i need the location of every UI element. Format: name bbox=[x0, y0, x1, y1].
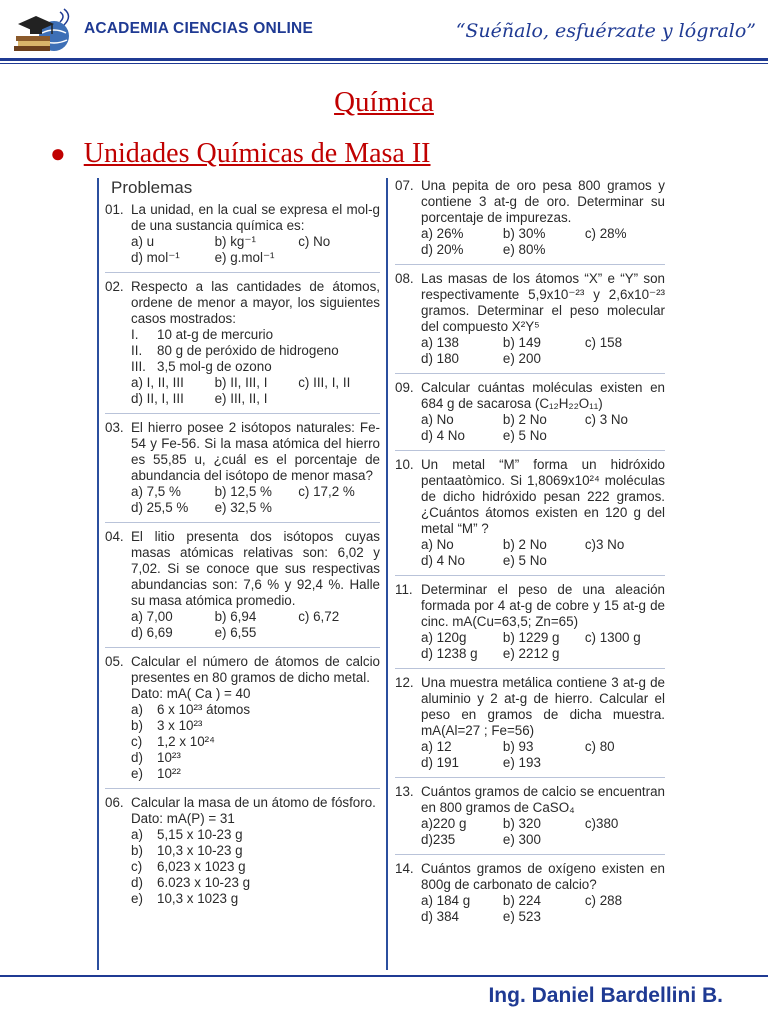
option-row bbox=[421, 351, 665, 367]
answer-option: e) 523 bbox=[502, 909, 541, 924]
problem-list-right bbox=[395, 178, 665, 925]
answer-options bbox=[395, 630, 665, 662]
option-row bbox=[131, 484, 380, 500]
problem-statement bbox=[105, 529, 380, 609]
problem-number: 12. bbox=[395, 675, 414, 690]
problem-separator bbox=[105, 272, 380, 273]
answer-options bbox=[395, 816, 665, 848]
list-item bbox=[131, 343, 380, 359]
problem-item bbox=[105, 795, 380, 907]
problem-item bbox=[395, 380, 665, 444]
answer-option: c) 158 bbox=[584, 335, 623, 350]
problem-item bbox=[395, 178, 665, 258]
list-value: 10,3 x 1023 g bbox=[157, 891, 239, 906]
answer-option: c) 28% bbox=[584, 226, 627, 241]
list-key: e) bbox=[131, 891, 143, 906]
answer-option: b) 320 bbox=[502, 816, 541, 831]
answer-option: b) 6,94 bbox=[214, 609, 257, 624]
problem-text: Calcular la masa de un átomo de fósforo. bbox=[131, 795, 376, 810]
problem-separator bbox=[395, 854, 665, 855]
option-row bbox=[421, 816, 665, 832]
list-item bbox=[131, 702, 380, 718]
problem-statement bbox=[395, 861, 665, 893]
list-value: 5,15 x 10-23 g bbox=[157, 827, 243, 842]
answer-option bbox=[298, 391, 380, 407]
problem-number: 10. bbox=[395, 457, 414, 472]
problem-dato: Dato: mA( Ca ) = 40 bbox=[131, 686, 251, 701]
answer-option: c)3 No bbox=[584, 537, 625, 552]
answer-option: a) No bbox=[421, 412, 454, 427]
list-key: a) bbox=[131, 702, 143, 717]
answer-option: a) 26% bbox=[421, 226, 464, 241]
option-row bbox=[421, 832, 665, 848]
answer-option: e) 200 bbox=[502, 351, 541, 366]
list-value: 80 g de peróxido de hidrogeno bbox=[157, 343, 339, 358]
option-list bbox=[105, 702, 380, 782]
answer-option bbox=[298, 250, 380, 266]
problem-number: 11. bbox=[395, 582, 413, 597]
answer-options bbox=[395, 537, 665, 569]
answer-options bbox=[105, 609, 380, 641]
problem-text: El litio presenta dos isótopos cuyas masas atómicas relativas son: 6,02 y 7,02. Si se conoce que sus respectivas abundancias son: 7,6 % y 92,4 %. Halle su masa atómica promedio. bbox=[131, 529, 380, 608]
answer-option: b) 2 No bbox=[502, 412, 547, 427]
option-row bbox=[421, 646, 665, 662]
problem-text: Cuántos gramos de calcio se encuentran en 800 gramos de CaSO₄ bbox=[421, 784, 665, 815]
problem-item bbox=[105, 654, 380, 782]
problem-separator bbox=[395, 264, 665, 265]
page-title: Química bbox=[334, 86, 434, 118]
problem-dato: Dato: mA(P) = 31 bbox=[131, 811, 235, 826]
problem-text: Calcular cuántas moléculas existen en 684 g de sacarosa (C₁₂H₂₂O₁₁) bbox=[421, 380, 665, 411]
bullet-icon: ● bbox=[50, 139, 66, 168]
answer-options bbox=[395, 226, 665, 258]
list-item bbox=[131, 843, 380, 859]
problem-text: Un metal “M” forma un hidróxido pentaatòmico. Si 1,8069x10²⁴ moléculas de dicho hidróxido pesan 222 gramos. ¿Cuántos átomos existen en 120 g del metal “M” ? bbox=[421, 457, 665, 536]
answer-option: a) 138 bbox=[421, 335, 459, 350]
answer-option: c) 1300 g bbox=[584, 630, 641, 645]
answer-option: d) 180 bbox=[421, 351, 459, 366]
list-key: e) bbox=[131, 766, 143, 781]
answer-option: d) II, I, III bbox=[131, 391, 184, 406]
answer-option: d) 384 bbox=[421, 909, 459, 924]
problem-text: Respecto a las cantidades de átomos, ordene de menor a mayor, los siguientes casos mostrados: bbox=[131, 279, 380, 326]
list-item bbox=[131, 734, 380, 750]
option-row bbox=[421, 428, 665, 444]
problem-text: Una pepita de oro pesa 800 gramos y contiene 3 at-g de oro. Determinar su porcentaje de impurezas. bbox=[421, 178, 665, 225]
header-rule-thin bbox=[0, 63, 768, 64]
problem-text: El hierro posee 2 isótopos naturales: Fe-54 y Fe-56. Si la masa atómica del hierro es 55,85 u, ¿cuál es el porcentaje de abundancia del isótopo de menor masa? bbox=[131, 420, 380, 483]
answer-options bbox=[395, 335, 665, 367]
answer-option: e) 5 No bbox=[502, 553, 547, 568]
list-key: a) bbox=[131, 827, 143, 842]
option-row bbox=[421, 630, 665, 646]
problem-item bbox=[395, 861, 665, 925]
list-key: c) bbox=[131, 734, 143, 749]
brand-name: ACADEMIA CIENCIAS ONLINE bbox=[84, 20, 313, 37]
option-row bbox=[421, 226, 665, 242]
answer-option: e) 5 No bbox=[502, 428, 547, 443]
list-key: b) bbox=[131, 718, 143, 733]
answer-option: e) g.mol⁻¹ bbox=[214, 250, 275, 265]
list-key: b) bbox=[131, 843, 143, 858]
answer-options bbox=[395, 412, 665, 444]
problem-separator bbox=[105, 522, 380, 523]
answer-option: d) 20% bbox=[421, 242, 464, 257]
problem-separator bbox=[395, 373, 665, 374]
problem-separator bbox=[395, 575, 665, 576]
problem-statement bbox=[395, 271, 665, 335]
header-rule bbox=[0, 58, 768, 61]
answer-option: e) 2212 g bbox=[502, 646, 560, 661]
answer-option: b) 30% bbox=[502, 226, 546, 241]
answer-option: c) 288 bbox=[584, 893, 623, 908]
answer-option bbox=[585, 553, 665, 569]
answer-option: a) 7,5 % bbox=[131, 484, 181, 499]
answer-option: d) 191 bbox=[421, 755, 459, 770]
answer-option: b) 2 No bbox=[502, 537, 547, 552]
graduation-books-globe-icon bbox=[10, 6, 76, 56]
answer-option: a)220 g bbox=[421, 816, 467, 831]
problem-item bbox=[395, 784, 665, 848]
problem-item bbox=[395, 457, 665, 569]
answer-option bbox=[298, 625, 380, 641]
problem-text: Determinar el peso de una aleación formada por 4 at-g de cobre y 15 at-g de cinc. mA(Cu=63,5; Zn=65) bbox=[421, 582, 665, 629]
option-row bbox=[421, 335, 665, 351]
problem-statement bbox=[395, 675, 665, 739]
answer-option: d) 1238 g bbox=[421, 646, 478, 661]
list-item bbox=[131, 859, 380, 875]
answer-option: a) 184 g bbox=[421, 893, 471, 908]
problem-item bbox=[395, 271, 665, 367]
list-key: d) bbox=[131, 875, 143, 890]
problem-number: 01. bbox=[105, 202, 124, 217]
answer-option: d)235 bbox=[421, 832, 456, 847]
list-value: 1,2 x 10²⁴ bbox=[157, 734, 215, 749]
problem-number: 06. bbox=[105, 795, 124, 810]
answer-options bbox=[105, 234, 380, 266]
list-item bbox=[131, 327, 380, 343]
answer-option: e) 80% bbox=[502, 242, 546, 257]
list-item bbox=[131, 827, 380, 843]
problem-number: 09. bbox=[395, 380, 414, 395]
answer-option: e) 300 bbox=[502, 832, 541, 847]
problem-statement bbox=[105, 654, 380, 686]
answer-option: b) 149 bbox=[502, 335, 541, 350]
answer-option bbox=[585, 755, 665, 771]
option-row bbox=[421, 537, 665, 553]
problem-separator bbox=[395, 450, 665, 451]
problem-number: 07. bbox=[395, 178, 414, 193]
problem-statement bbox=[105, 420, 380, 484]
footer-rule bbox=[0, 975, 768, 977]
problem-separator bbox=[105, 413, 380, 414]
list-value: 3,5 mol-g de ozono bbox=[157, 359, 272, 374]
answer-option: e) 193 bbox=[502, 755, 541, 770]
problem-separator bbox=[395, 777, 665, 778]
problem-number: 05. bbox=[105, 654, 124, 669]
list-value: 10²³ bbox=[157, 750, 181, 765]
problem-statement bbox=[395, 178, 665, 226]
answer-option: c) 17,2 % bbox=[298, 484, 355, 499]
section-subtitle bbox=[50, 138, 431, 170]
answer-option: b) 224 bbox=[502, 893, 541, 908]
list-value: 10,3 x 10-23 g bbox=[157, 843, 243, 858]
problem-statement bbox=[105, 202, 380, 234]
answer-option: b) 93 bbox=[502, 739, 534, 754]
list-value: 6,023 x 1023 g bbox=[157, 859, 246, 874]
problem-item bbox=[395, 675, 665, 771]
answer-option bbox=[585, 646, 665, 662]
option-row bbox=[131, 234, 380, 250]
option-row bbox=[421, 553, 665, 569]
problems-left-column bbox=[105, 178, 380, 913]
list-value: 6.023 x 10-23 g bbox=[157, 875, 251, 890]
problem-statement bbox=[395, 380, 665, 412]
problem-statement bbox=[395, 784, 665, 816]
option-row bbox=[421, 893, 665, 909]
problem-number: 08. bbox=[395, 271, 414, 286]
list-value: 3 x 10²³ bbox=[157, 718, 203, 733]
answer-option: b) II, III, I bbox=[214, 375, 268, 390]
answer-option: a) I, II, III bbox=[131, 375, 184, 390]
middle-column-rule bbox=[386, 178, 388, 970]
left-column-rule bbox=[97, 178, 99, 970]
motto: “Suéñalo, esfuérzate y lógralo” bbox=[455, 20, 756, 42]
option-row bbox=[131, 625, 380, 641]
option-row bbox=[131, 609, 380, 625]
answer-option: d) 25,5 % bbox=[131, 500, 189, 515]
answer-option: b) 1229 g bbox=[502, 630, 560, 645]
problem-statement bbox=[105, 795, 380, 811]
page-header bbox=[0, 0, 768, 64]
list-item bbox=[131, 718, 380, 734]
option-list bbox=[105, 827, 380, 907]
list-value: 6 x 10²³ átomos bbox=[157, 702, 251, 717]
answer-option: d) 4 No bbox=[421, 553, 465, 568]
answer-options bbox=[395, 893, 665, 925]
problem-number: 14. bbox=[395, 861, 414, 876]
subtitle-text: Unidades Químicas de Masa II bbox=[83, 138, 431, 169]
option-row bbox=[421, 412, 665, 428]
option-row bbox=[131, 375, 380, 391]
answer-option: e) III, II, I bbox=[214, 391, 268, 406]
answer-options bbox=[395, 739, 665, 771]
list-key: I. bbox=[131, 327, 139, 342]
answer-option: c) 3 No bbox=[584, 412, 629, 427]
answer-option: c) III, I, II bbox=[298, 375, 351, 390]
problem-statement bbox=[395, 457, 665, 537]
answer-option: c) 6,72 bbox=[298, 609, 340, 624]
problem-item bbox=[105, 529, 380, 641]
answer-option bbox=[585, 832, 665, 848]
answer-option: d) 4 No bbox=[421, 428, 465, 443]
option-row bbox=[131, 250, 380, 266]
problem-separator bbox=[105, 788, 380, 789]
answer-option bbox=[585, 351, 665, 367]
option-row bbox=[421, 242, 665, 258]
list-value: 10 at-g de mercurio bbox=[157, 327, 274, 342]
list-item bbox=[131, 766, 380, 782]
option-list bbox=[105, 327, 380, 375]
answer-options bbox=[105, 484, 380, 516]
list-key: c) bbox=[131, 859, 143, 874]
option-row bbox=[131, 500, 380, 516]
option-row bbox=[421, 909, 665, 925]
problem-item bbox=[395, 582, 665, 662]
answer-option: e) 32,5 % bbox=[214, 500, 272, 515]
list-item bbox=[131, 891, 380, 907]
answer-option: d) mol⁻¹ bbox=[131, 250, 180, 265]
option-row bbox=[131, 391, 380, 407]
answer-option: d) 6,69 bbox=[131, 625, 173, 640]
answer-options bbox=[105, 375, 380, 407]
list-value: 10²² bbox=[157, 766, 181, 781]
answer-option: c)380 bbox=[584, 816, 619, 831]
problem-text: La unidad, en la cual se expresa el mol-g de una sustancia química es: bbox=[131, 202, 380, 233]
list-key: II. bbox=[131, 343, 143, 358]
answer-option: b) kg⁻¹ bbox=[214, 234, 256, 249]
list-item bbox=[131, 359, 380, 375]
list-key: d) bbox=[131, 750, 143, 765]
list-item bbox=[131, 750, 380, 766]
answer-option: a) 120g bbox=[421, 630, 467, 645]
problem-statement bbox=[395, 582, 665, 630]
answer-option: a) u bbox=[131, 234, 155, 249]
problem-item bbox=[105, 202, 380, 266]
answer-option: b) 12,5 % bbox=[214, 484, 272, 499]
problem-number: 02. bbox=[105, 279, 124, 294]
problem-number: 13. bbox=[395, 784, 414, 799]
problem-item bbox=[105, 279, 380, 407]
problem-statement bbox=[105, 279, 380, 327]
answer-option: c) No bbox=[298, 234, 331, 249]
answer-option: a) No bbox=[421, 537, 454, 552]
problems-heading: Problemas bbox=[111, 178, 193, 197]
problem-item bbox=[105, 420, 380, 516]
problem-separator bbox=[105, 647, 380, 648]
option-row bbox=[421, 755, 665, 771]
problem-number: 04. bbox=[105, 529, 124, 544]
answer-option: e) 6,55 bbox=[214, 625, 257, 640]
problems-right-column bbox=[395, 178, 665, 931]
problem-text: Una muestra metálica contiene 3 at-g de aluminio y 2 at-g de hierro. Calcular el peso en gramos de dicha muestra. mA(Al=27 ; Fe=56) bbox=[421, 675, 665, 738]
option-row bbox=[421, 739, 665, 755]
author-footer: Ing. Daniel Bardellini B. bbox=[488, 984, 723, 1007]
problem-text: Calcular el número de átomos de calcio presentes en 80 gramos de dicho metal. bbox=[131, 654, 380, 685]
answer-option bbox=[298, 500, 380, 516]
problem-text: Cuántos gramos de oxígeno existen en 800g de carbonato de calcio? bbox=[421, 861, 665, 892]
answer-option: a) 7,00 bbox=[131, 609, 173, 624]
problem-number: 03. bbox=[105, 420, 124, 435]
answer-option bbox=[585, 428, 665, 444]
answer-option bbox=[585, 909, 665, 925]
problem-list-left bbox=[105, 202, 380, 907]
problem-text: Las masas de los átomos “X” e “Y” son respectivamente 5,9x10⁻²³ y 2,6x10⁻²³ gramos. Determinar el peso molecular del compuesto X²Y⁵ bbox=[421, 271, 665, 334]
answer-option bbox=[585, 242, 665, 258]
problem-separator bbox=[395, 668, 665, 669]
answer-option: a) 12 bbox=[421, 739, 452, 754]
answer-option: c) 80 bbox=[584, 739, 615, 754]
list-item bbox=[131, 875, 380, 891]
list-key: III. bbox=[131, 359, 146, 374]
